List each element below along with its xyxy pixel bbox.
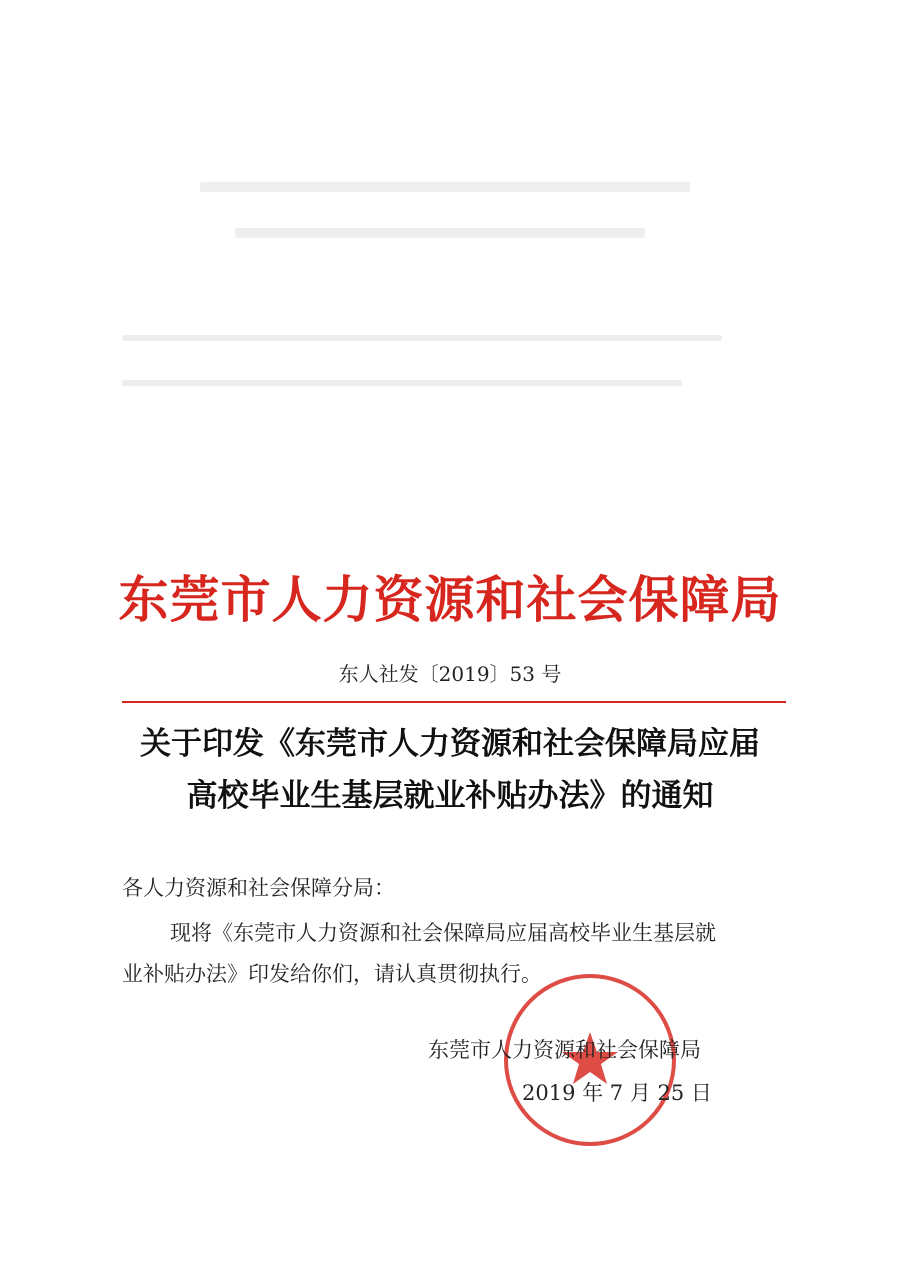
body-paragraph-line: 业补贴办法》印发给你们，请认真贯彻执行。	[122, 962, 542, 986]
document-number: 东人社发〔2019〕53 号	[338, 662, 562, 686]
letterhead-agency: 东莞市人力资源和社会保障局	[118, 570, 782, 629]
scan-artifact	[235, 228, 645, 238]
notice-title-line: 高校毕业生基层就业补贴办法》的通知	[186, 778, 714, 814]
scan-artifact	[122, 335, 722, 341]
scan-artifact	[200, 182, 690, 192]
scan-artifact	[122, 380, 682, 386]
letterhead-red-rule	[122, 701, 786, 703]
salutation: 各人力资源和社会保障分局：	[122, 876, 395, 900]
notice-title-line: 关于印发《东莞市人力资源和社会保障局应届	[140, 726, 760, 762]
signature-agency: 东莞市人力资源和社会保障局	[428, 1038, 701, 1062]
notice-title	[100, 718, 800, 822]
signature-date: 2019 年 7 月 25 日	[522, 1081, 712, 1105]
body-paragraph-line: 现将《东莞市人力资源和社会保障局应届高校毕业生基层就	[170, 921, 716, 945]
